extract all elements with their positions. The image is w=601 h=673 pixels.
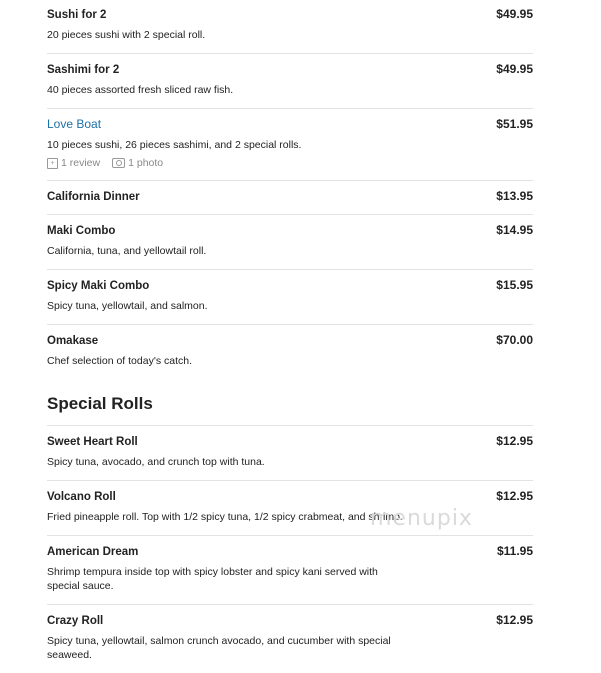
menu-item [47, 605, 533, 673]
item-name: California Dinner [47, 191, 140, 203]
item-price: $51.95 [496, 117, 533, 131]
menu-item [47, 54, 533, 109]
item-name: Sushi for 2 [47, 9, 107, 21]
menu-item [47, 215, 533, 270]
item-price: $49.95 [496, 7, 533, 21]
item-name: Omakase [47, 335, 99, 347]
watermark: menupix [370, 506, 473, 531]
item-name: Spicy Maki Combo [47, 280, 150, 292]
menu-item [47, 181, 533, 215]
menu-item [47, 536, 533, 605]
camera-icon [112, 158, 125, 168]
menu-item [47, 270, 533, 325]
item-description: Spicy tuna, avocado, and crunch top with tuna. [47, 456, 265, 468]
item-description: 10 pieces sushi, 26 pieces sashimi, and 2 special rolls. [47, 139, 302, 151]
photo-link[interactable] [112, 157, 163, 169]
item-price: $70.00 [496, 333, 533, 347]
item-name: Maki Combo [47, 225, 116, 237]
item-price: $12.95 [496, 613, 533, 627]
item-description: Shrimp tempura inside top with spicy lobster and spicy kani served with special sauce. [47, 566, 378, 592]
menu-item [47, 109, 533, 181]
item-price: $14.95 [496, 223, 533, 237]
item-name: Sashimi for 2 [47, 64, 120, 76]
item-name: Crazy Roll [47, 615, 104, 627]
menu-item [47, 426, 533, 481]
item-price: $12.95 [496, 489, 533, 503]
item-description: Spicy tuna, yellowtail, and salmon. [47, 300, 208, 312]
review-count: 1 review [61, 157, 101, 169]
item-description: Fried pineapple roll. Top with 1/2 spicy tuna, 1/2 spicy crabmeat, and shrimp. [47, 511, 403, 523]
item-name-link[interactable]: Love Boat [47, 117, 102, 131]
item-description: 40 pieces assorted fresh sliced raw fish. [47, 84, 234, 96]
item-meta [47, 157, 533, 169]
item-description: Chef selection of today's catch. [47, 355, 193, 367]
item-description: Spicy tuna, yellowtail, salmon crunch avocado, and cucumber with special seaweed. [47, 635, 391, 661]
item-price: $11.95 [496, 544, 533, 558]
item-description: 20 pieces sushi with 2 special roll. [47, 29, 206, 41]
section-title: Special Rolls [47, 394, 533, 426]
item-name: American Dream [47, 546, 139, 558]
item-name: Volcano Roll [47, 491, 116, 503]
menu-item [47, 0, 533, 54]
item-price: $13.95 [496, 189, 533, 203]
item-price: $15.95 [496, 278, 533, 292]
item-description: California, tuna, and yellowtail roll. [47, 245, 207, 257]
menu-list [47, 0, 533, 673]
menu-item [47, 325, 533, 379]
item-name: Sweet Heart Roll [47, 436, 138, 448]
review-link[interactable] [47, 157, 100, 169]
item-price: $49.95 [496, 62, 533, 76]
item-price: $12.95 [496, 434, 533, 448]
review-icon: + [47, 158, 58, 169]
photo-count: 1 photo [128, 157, 164, 169]
